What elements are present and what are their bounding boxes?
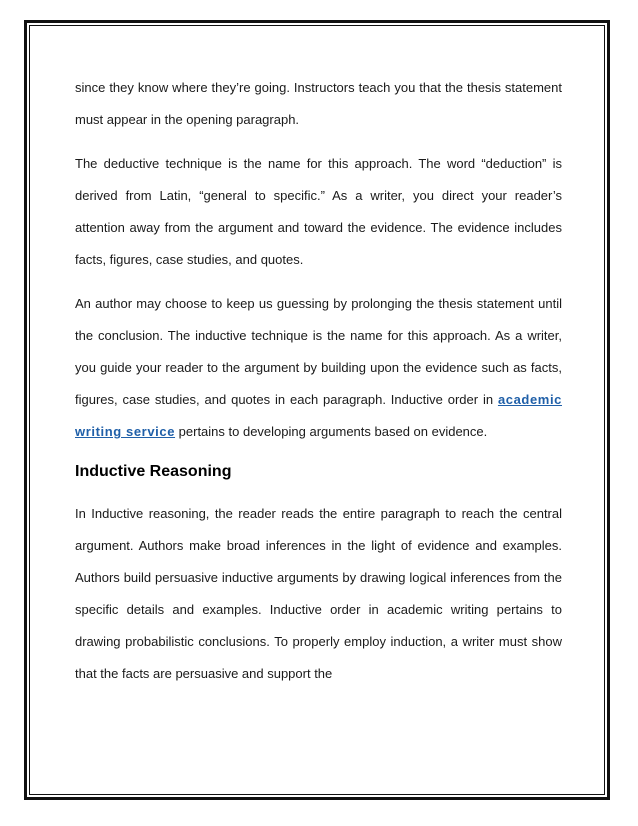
academic-writing-service-link[interactable]: academic writing service (75, 392, 562, 439)
paragraph-deductive-technique: The deductive technique is the name for this approach. The word “deduction” is derived from Latin, “general to specific.” As a writer, you direct your reader’s attention away from the argument and toward the evidence. The evidence includes facts, figures, case studies, and quotes. (75, 156, 562, 267)
paragraph-thesis-statement: since they know where they’re going. Instructors teach you that the thesis statement must appear in the opening paragraph. (75, 80, 562, 127)
section-heading: Inductive Reasoning (75, 463, 232, 480)
paragraph-inductive-reasoning: In Inductive reasoning, the reader reads the entire paragraph to reach the central argument. Authors make broad inferences in the light of evidence and examples. Authors build persuasive inductive arguments by drawing logical inferences from the specific details and examples. Inductive order in academic writing pertains to drawing probabilistic conclusions. To properly employ induction, a writer must show that the facts are persuasive and support the (75, 506, 562, 681)
document-body (75, 72, 562, 702)
paragraph-text-after-link: pertains to developing arguments based on evidence. (175, 424, 488, 439)
paragraph-inductive-technique (75, 288, 562, 448)
paragraph-text-before-link: An author may choose to keep us guessing by prolonging the thesis statement until the conclusion. The inductive technique is the name for this approach. As a writer, you guide your reader to the argument by building upon the evidence such as facts, figures, case studies, and quotes in each paragraph. Inductive order in (75, 296, 562, 407)
